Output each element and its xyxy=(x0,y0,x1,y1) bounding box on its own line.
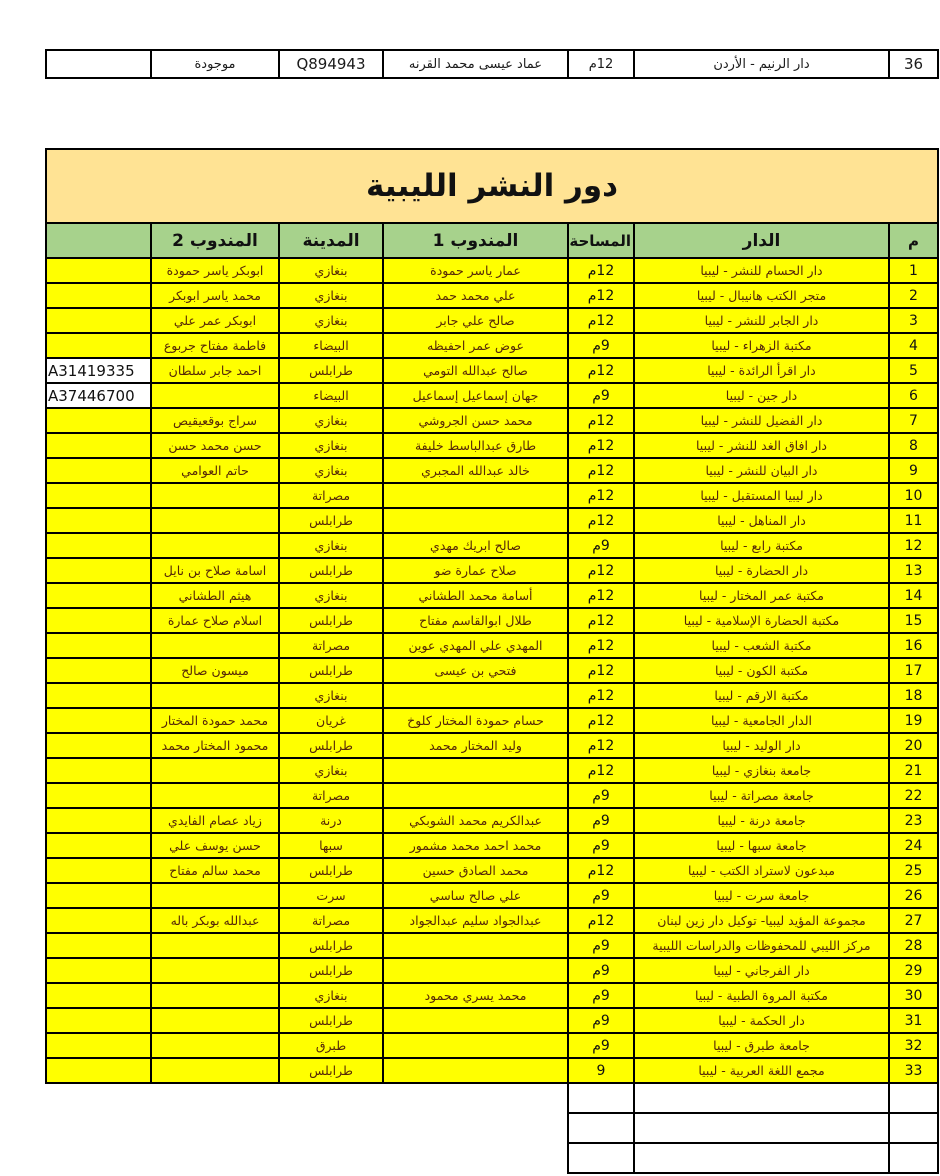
empty-cell xyxy=(633,1084,888,1114)
cell-row-number: 8 xyxy=(888,434,937,459)
table-row xyxy=(45,534,937,559)
table-row xyxy=(45,484,937,509)
cell-delegate-2 xyxy=(150,1034,278,1059)
cell-delegate-2 xyxy=(150,1059,278,1084)
cell-row-number: 3 xyxy=(888,309,937,334)
cell-delegate-2 xyxy=(150,934,278,959)
cell-area: 12م xyxy=(567,509,633,534)
cell-publisher-name: دار البيان للنشر - ليبيا xyxy=(633,459,888,484)
cell-city: البيضاء xyxy=(278,334,382,359)
table-row xyxy=(45,359,937,384)
cell-row-number: 16 xyxy=(888,634,937,659)
cell-publisher-name: دار الفضيل للنشر - ليبيا xyxy=(633,409,888,434)
cell-publisher-name: جامعة درنة - ليبيا xyxy=(633,809,888,834)
cell-area: 9م xyxy=(567,1034,633,1059)
cell-delegate-2 xyxy=(150,684,278,709)
table-row xyxy=(45,759,937,784)
empty-cell xyxy=(633,1114,888,1144)
cell-row-number: 6 xyxy=(888,384,937,409)
cell-row-number: 20 xyxy=(888,734,937,759)
cell-delegate-2: محمد حمودة المختار xyxy=(150,709,278,734)
cell-delegate-2: ابوبكر عمر علي xyxy=(150,309,278,334)
cell-row-number: 18 xyxy=(888,684,937,709)
cell-row-number: 4 xyxy=(888,334,937,359)
table-row xyxy=(45,634,937,659)
cell-delegate-2 xyxy=(150,384,278,409)
cell-delegate-1: عبدالجواد سليم عبدالجواد xyxy=(382,909,567,934)
cell-publisher-name: دار الحكمة - ليبيا xyxy=(633,1009,888,1034)
cell-area: 12م xyxy=(567,284,633,309)
cell-row-number: 11 xyxy=(888,509,937,534)
cell-delegate-2: اسامة صلاح بن نايل xyxy=(150,559,278,584)
header-delegate-1: المندوب 1 xyxy=(382,224,567,259)
cell-delegate-1 xyxy=(382,1009,567,1034)
cell-delegate-1 xyxy=(382,934,567,959)
cell-area: 12م xyxy=(567,51,633,79)
cell-row-number: 15 xyxy=(888,609,937,634)
cell-publisher-name: دار الحضارة - ليبيا xyxy=(633,559,888,584)
table-row xyxy=(45,309,937,334)
cell-city: طرابلس xyxy=(278,734,382,759)
cell-code xyxy=(45,434,150,459)
cell-row-number: 29 xyxy=(888,959,937,984)
cell-delegate-1 xyxy=(382,484,567,509)
cell-code xyxy=(45,459,150,484)
cell-delegate-2 xyxy=(150,984,278,1009)
cell-code xyxy=(45,684,150,709)
cell-publisher-name: مكتبة الارقم - ليبيا xyxy=(633,684,888,709)
table-row xyxy=(45,584,937,609)
table-row xyxy=(45,784,937,809)
cell-delegate-2 xyxy=(150,959,278,984)
cell-code xyxy=(45,1034,150,1059)
cell-delegate-1 xyxy=(382,759,567,784)
cell-delegate-1: طارق عبدالباسط خليفة xyxy=(382,434,567,459)
cell-area: 12م xyxy=(567,734,633,759)
cell-row-number: 9 xyxy=(888,459,937,484)
cell-delegate-1: وليد المختار محمد xyxy=(382,734,567,759)
cell-delegate-2: اسلام صلاح عمارة xyxy=(150,609,278,634)
cell-publisher-name: متجر الكتب هانيبال - ليبيا xyxy=(633,284,888,309)
cell-code xyxy=(45,409,150,434)
cell-code xyxy=(45,734,150,759)
empty-cell xyxy=(567,1144,633,1174)
cell-city: طبرق xyxy=(278,1034,382,1059)
cell-city: بنغازي xyxy=(278,259,382,284)
cell-row-number: 13 xyxy=(888,559,937,584)
cell-row-number: 27 xyxy=(888,909,937,934)
cell-row-number: 33 xyxy=(888,1059,937,1084)
cell-delegate-1: عوض عمر احفيظه xyxy=(382,334,567,359)
cell-code xyxy=(45,709,150,734)
table-row xyxy=(45,809,937,834)
cell-code xyxy=(45,984,150,1009)
cell-delegate-2: حسن محمد حسن xyxy=(150,434,278,459)
cell-code xyxy=(45,509,150,534)
cell-city: سرت xyxy=(278,884,382,909)
cell-delegate-1: محمد يسري محمود xyxy=(382,984,567,1009)
header-area: المساحة xyxy=(567,224,633,259)
cell-delegate-2: عبدالله بوبكر باله xyxy=(150,909,278,934)
cell-city: بنغازي xyxy=(278,984,382,1009)
cell-code xyxy=(45,259,150,284)
cell-delegate-1: عبدالكريم محمد الشوبكي xyxy=(382,809,567,834)
cell-city: غريان xyxy=(278,709,382,734)
cell-delegate-1 xyxy=(382,1034,567,1059)
table-row xyxy=(45,459,937,484)
table-row xyxy=(45,284,937,309)
cell-area: 9م xyxy=(567,1009,633,1034)
cell-delegate-2: احمد جابر سلطان xyxy=(150,359,278,384)
section-title: دور النشر الليبية xyxy=(45,148,939,222)
cell-city: سبها xyxy=(278,834,382,859)
cell-code xyxy=(45,609,150,634)
cell-publisher-name: مكتبة الزهراء - ليبيا xyxy=(633,334,888,359)
cell-row-number: 2 xyxy=(888,284,937,309)
cell-delegate-1 xyxy=(382,959,567,984)
header-extra xyxy=(45,224,150,259)
cell-area: 12م xyxy=(567,759,633,784)
cell-delegate-2: سراج بوقعيقيص xyxy=(150,409,278,434)
header-house: الدار xyxy=(633,224,888,259)
cell-area: 12م xyxy=(567,609,633,634)
cell-delegate-1: المهدي علي المهدي عوين xyxy=(382,634,567,659)
cell-delegate-1: محمد احمد محمد مشمور xyxy=(382,834,567,859)
cell-publisher-name: جامعة بنغازي - ليبيا xyxy=(633,759,888,784)
cell-area: 12م xyxy=(567,634,633,659)
cell-delegate-1: صلاح عمارة ضو xyxy=(382,559,567,584)
cell-publisher-name: دار افاق الغد للنشر - ليبيا xyxy=(633,434,888,459)
cell-publisher-name: دار ليبيا المستقبل - ليبيا xyxy=(633,484,888,509)
cell-code: A37446700 xyxy=(45,384,150,409)
cell-publisher-name: جامعة سبها - ليبيا xyxy=(633,834,888,859)
cell-delegate-2: محمد سالم مفتاح xyxy=(150,859,278,884)
cell-code xyxy=(45,309,150,334)
cell-delegate-1: جهان إسماعيل إسماعيل xyxy=(382,384,567,409)
cell-publisher-name: دار جين - ليبيا xyxy=(633,384,888,409)
cell-city: طرابلس xyxy=(278,609,382,634)
cell-delegate-2 xyxy=(150,884,278,909)
cell-area: 9م xyxy=(567,334,633,359)
cell-delegate-2: محمد ياسر ابوبكر xyxy=(150,284,278,309)
cell-publisher-name: دار اقرأ الرائدة - ليبيا xyxy=(633,359,888,384)
publishers-table xyxy=(45,222,939,1084)
cell-row-number: 7 xyxy=(888,409,937,434)
cell-area: 12م xyxy=(567,409,633,434)
empty-row xyxy=(567,1114,937,1144)
cell-row-number: 30 xyxy=(888,984,937,1009)
table-row xyxy=(45,334,937,359)
cell-status: موجودة xyxy=(150,51,278,79)
cell-code xyxy=(45,909,150,934)
header-num: م xyxy=(888,224,937,259)
cell-publisher-name: دار المناهل - ليبيا xyxy=(633,509,888,534)
cell-city: طرابلس xyxy=(278,509,382,534)
table-row xyxy=(45,984,937,1009)
cell-area: 9م xyxy=(567,534,633,559)
cell-city: مصراتة xyxy=(278,784,382,809)
header-row xyxy=(45,224,937,259)
cell-city: بنغازي xyxy=(278,409,382,434)
empty-row xyxy=(567,1144,937,1174)
cell-delegate-1: عماد عيسى محمد القرنه xyxy=(382,51,567,79)
cell-delegate-1 xyxy=(382,784,567,809)
cell-delegate-1 xyxy=(382,509,567,534)
cell-delegate-1: علي صالح ساسي xyxy=(382,884,567,909)
cell-city: درنة xyxy=(278,809,382,834)
cell-area: 12م xyxy=(567,259,633,284)
cell-area: 12م xyxy=(567,484,633,509)
table-row xyxy=(45,859,937,884)
header-city: المدينة xyxy=(278,224,382,259)
cell-city: بنغازي xyxy=(278,759,382,784)
cell-publisher-name: جامعة طبرق - ليبيا xyxy=(633,1034,888,1059)
cell-code xyxy=(45,884,150,909)
cell-delegate-1: صالح عبدالله التومي xyxy=(382,359,567,384)
cell-city: البيضاء xyxy=(278,384,382,409)
cell-code xyxy=(45,659,150,684)
cell-city: بنغازي xyxy=(278,684,382,709)
cell-delegate-2 xyxy=(150,784,278,809)
cell-city: طرابلس xyxy=(278,359,382,384)
cell-row-number: 25 xyxy=(888,859,937,884)
cell-row-number: 28 xyxy=(888,934,937,959)
cell-delegate-2: حسن يوسف علي xyxy=(150,834,278,859)
cell-publisher-name: مكتبة الكون - ليبيا xyxy=(633,659,888,684)
cell-city: بنغازي xyxy=(278,309,382,334)
empty-continuation-rows xyxy=(567,1082,939,1174)
table-row xyxy=(45,684,937,709)
cell-publisher-name: مبدعون لاستراد الكتب - ليبيا xyxy=(633,859,888,884)
cell-delegate-2 xyxy=(150,484,278,509)
cell-city: بنغازي xyxy=(278,284,382,309)
cell-city: بنغازي xyxy=(278,584,382,609)
cell-city: مصراتة xyxy=(278,634,382,659)
cell-delegate-2: ميسون صالح xyxy=(150,659,278,684)
cell-publisher-name: مكتبة رابع - ليبيا xyxy=(633,534,888,559)
cell-area: 12م xyxy=(567,309,633,334)
cell-code xyxy=(45,834,150,859)
cell-delegate-2 xyxy=(150,534,278,559)
cell-publisher-name: دار الرنيم - الأردن xyxy=(633,51,888,79)
cell-publisher-name: مكتبة الحضارة الإسلامية - ليبيا xyxy=(633,609,888,634)
tail-table-body xyxy=(567,1084,937,1174)
cell-city: طرابلس xyxy=(278,934,382,959)
cell-delegate-1: خالد عبدالله المجبري xyxy=(382,459,567,484)
cell-code xyxy=(45,534,150,559)
cell-publisher-name: الدار الجامعية - ليبيا xyxy=(633,709,888,734)
cell-city: بنغازي xyxy=(278,459,382,484)
table-row xyxy=(45,884,937,909)
cell-delegate-1: محمد حسن الجروشي xyxy=(382,409,567,434)
cell-delegate-2 xyxy=(150,634,278,659)
empty-row xyxy=(567,1084,937,1114)
cell-row-number: 21 xyxy=(888,759,937,784)
cell-row-number: 17 xyxy=(888,659,937,684)
cell-delegate-1: صالح ابريك مهدي xyxy=(382,534,567,559)
cell-area: 12م xyxy=(567,434,633,459)
table-row xyxy=(45,559,937,584)
table-row xyxy=(45,434,937,459)
cell-area: 9م xyxy=(567,384,633,409)
cell-code xyxy=(45,809,150,834)
cell-row-number: 19 xyxy=(888,709,937,734)
table-row xyxy=(45,509,937,534)
cell-code xyxy=(45,584,150,609)
cell-area: 9م xyxy=(567,934,633,959)
table-row xyxy=(45,609,937,634)
cell-row-number: 5 xyxy=(888,359,937,384)
cell-row-number: 31 xyxy=(888,1009,937,1034)
cell-code xyxy=(45,784,150,809)
table-row xyxy=(45,659,937,684)
cell-delegate-1: أسامة محمد الطشاني xyxy=(382,584,567,609)
cell-row-number: 22 xyxy=(888,784,937,809)
cell-delegate-1: فتحي بن عيسى xyxy=(382,659,567,684)
cell-area: 12م xyxy=(567,859,633,884)
table-row xyxy=(45,959,937,984)
cell-code xyxy=(45,484,150,509)
cell-delegate-1 xyxy=(382,684,567,709)
cell-delegate-2: زياد عصام الفايدي xyxy=(150,809,278,834)
cell-city: مصراتة xyxy=(278,909,382,934)
cell-row-number: 1 xyxy=(888,259,937,284)
table-row xyxy=(45,834,937,859)
cell-delegate-1: طلال ابوالقاسم مفتاح xyxy=(382,609,567,634)
table-row xyxy=(45,1059,937,1084)
cell-delegate-2 xyxy=(150,1009,278,1034)
libyan-publishers-section xyxy=(45,148,939,1084)
cell-publisher-name: مجموعة المؤيد ليبيا- توكيل دار زين لبنان xyxy=(633,909,888,934)
cell-area: 12م xyxy=(567,659,633,684)
cell-code xyxy=(45,559,150,584)
cell-publisher-name: دار الجابر للنشر - ليبيا xyxy=(633,309,888,334)
cell-row-number: 36 xyxy=(888,51,937,79)
cell-area: 12م xyxy=(567,559,633,584)
cell-code xyxy=(45,334,150,359)
cell-city: بنغازي xyxy=(278,534,382,559)
cell-row-number: 23 xyxy=(888,809,937,834)
cell-city: طرابلس xyxy=(278,1009,382,1034)
table-row xyxy=(45,709,937,734)
cell-delegate-1 xyxy=(382,1059,567,1084)
cell-code xyxy=(45,934,150,959)
cell-delegate-2: هيثم الطشاني xyxy=(150,584,278,609)
cell-delegate-1: محمد الصادق حسين xyxy=(382,859,567,884)
cell-delegate-2: ابوبكر ياسر حمودة xyxy=(150,259,278,284)
cell-city: طرابلس xyxy=(278,959,382,984)
cell-code: Q894943 xyxy=(278,51,382,79)
cell-delegate-2 xyxy=(150,509,278,534)
cell-city: طرابلس xyxy=(278,559,382,584)
cell-code xyxy=(45,959,150,984)
cell-row-number: 12 xyxy=(888,534,937,559)
previous-table-row-strip xyxy=(45,49,939,79)
cell-city: طرابلس xyxy=(278,659,382,684)
empty-cell xyxy=(567,1084,633,1114)
empty-cell xyxy=(888,1084,937,1114)
cell-area: 9 xyxy=(567,1059,633,1084)
cell-extra xyxy=(45,51,150,79)
cell-area: 12م xyxy=(567,359,633,384)
table-row xyxy=(45,1034,937,1059)
publishers-table-body xyxy=(45,259,937,1084)
cell-row-number: 24 xyxy=(888,834,937,859)
cell-publisher-name: مجمع اللغة العربية - ليبيا xyxy=(633,1059,888,1084)
cell-publisher-name: مكتبة عمر المختار - ليبيا xyxy=(633,584,888,609)
cell-area: 9م xyxy=(567,984,633,1009)
cell-publisher-name: دار الوليد - ليبيا xyxy=(633,734,888,759)
table-row xyxy=(45,384,937,409)
cell-city: طرابلس xyxy=(278,859,382,884)
cell-delegate-2: محمود المختار محمد xyxy=(150,734,278,759)
cell-code xyxy=(45,1009,150,1034)
cell-city: طرابلس xyxy=(278,1059,382,1084)
cell-area: 9م xyxy=(567,809,633,834)
table-row xyxy=(45,909,937,934)
cell-code xyxy=(45,759,150,784)
cell-delegate-1: صالح علي جابر xyxy=(382,309,567,334)
cell-area: 12م xyxy=(567,459,633,484)
empty-cell xyxy=(567,1114,633,1144)
cell-row-number: 10 xyxy=(888,484,937,509)
cell-delegate-1: حسام حمودة المختار كلوخ xyxy=(382,709,567,734)
cell-publisher-name: جامعة مصراتة - ليبيا xyxy=(633,784,888,809)
cell-area: 9م xyxy=(567,959,633,984)
cell-delegate-2: حاتم العوامي xyxy=(150,459,278,484)
cell-city: بنغازي xyxy=(278,434,382,459)
cell-code xyxy=(45,634,150,659)
table-row xyxy=(45,734,937,759)
cell-area: 9م xyxy=(567,784,633,809)
cell-area: 12م xyxy=(567,709,633,734)
cell-row-number: 26 xyxy=(888,884,937,909)
table-row xyxy=(45,934,937,959)
cell-delegate-1: عمار ياسر حمودة xyxy=(382,259,567,284)
table-row xyxy=(45,259,937,284)
table-row xyxy=(45,409,937,434)
cell-area: 9م xyxy=(567,884,633,909)
cell-area: 12م xyxy=(567,584,633,609)
header-delegate-2: المندوب 2 xyxy=(150,224,278,259)
cell-delegate-2 xyxy=(150,759,278,784)
cell-area: 12م xyxy=(567,909,633,934)
empty-cell xyxy=(888,1144,937,1174)
cell-delegate-1: علي محمد حمد xyxy=(382,284,567,309)
cell-publisher-name: مكتبة المروة الطبية - ليبيا xyxy=(633,984,888,1009)
cell-code: A31419335 xyxy=(45,359,150,384)
empty-cell xyxy=(888,1114,937,1144)
cell-publisher-name: جامعة سرت - ليبيا xyxy=(633,884,888,909)
cell-row-number: 14 xyxy=(888,584,937,609)
cell-publisher-name: دار الفرجاني - ليبيا xyxy=(633,959,888,984)
cell-code xyxy=(45,859,150,884)
cell-code xyxy=(45,284,150,309)
table-row xyxy=(45,1009,937,1034)
cell-row-number: 32 xyxy=(888,1034,937,1059)
cell-delegate-2: فاطمة مفتاح جربوع xyxy=(150,334,278,359)
cell-publisher-name: مكتبة الشعب - ليبيا xyxy=(633,634,888,659)
cell-publisher-name: دار الحسام للنشر - ليبيا xyxy=(633,259,888,284)
cell-area: 12م xyxy=(567,684,633,709)
empty-cell xyxy=(633,1144,888,1174)
cell-area: 9م xyxy=(567,834,633,859)
cell-city: مصراتة xyxy=(278,484,382,509)
cell-publisher-name: مركز الليبي للمحفوظات والدراسات الليبية xyxy=(633,934,888,959)
cell-code xyxy=(45,1059,150,1084)
table-row xyxy=(45,51,937,79)
